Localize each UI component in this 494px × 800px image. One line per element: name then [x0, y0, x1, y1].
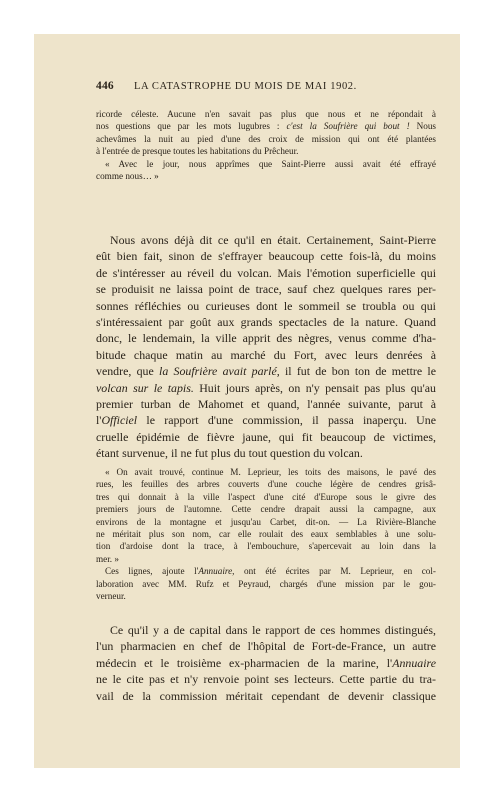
text-line: laboration avec MM. Rufz et Peyraud, chargés d'une mission par le gou- — [96, 578, 436, 589]
text-line: l'Officiel le rapport d'une commission, il passa inaperçu. Une — [96, 413, 436, 428]
text-line: environs de la montagne et jusqu'au Carbet, dit-on. — La Rivière-Blanche — [96, 516, 436, 527]
text-line: sonnes réfléchies ou curieuses dont le sommeil se troubla ou qui — [96, 298, 436, 313]
text-line: à l'entrée de presque toutes les habitations du Prêcheur. — [96, 146, 299, 157]
text-line: premier turban de Mahomet et quand, l'année suivante, parut à — [96, 397, 436, 412]
text-line: comme nous… » — [96, 171, 159, 182]
quote-continuation — [96, 108, 436, 182]
text-line: rues, les feuilles des arbres couverts d'une couche légère de cendres grisâ- — [96, 479, 436, 490]
body-paragraph — [96, 232, 436, 462]
book-page — [34, 34, 460, 768]
text-line: eût bien fait, sinon de s'effrayer beaucoup cette fois-là, du moins — [96, 249, 436, 264]
text-line: tion d'ardoise dont la trace, à l'embouchure, s'apercevait au loin dans la — [96, 541, 436, 552]
text-line: bitude chaque matin au marché du Fort, avec leurs denrées à — [96, 347, 436, 362]
quote-block — [96, 466, 436, 602]
text-line: « On avait trouvé, continue M. Leprieur, les toits des maisons, le pavé des — [105, 467, 436, 477]
text-line: médecin et le troisième ex-pharmacien de la marine, l'Annuaire — [96, 655, 436, 670]
text-line: Nous avons déjà dit ce qu'il en était. Certainement, Saint-Pierre — [110, 233, 436, 247]
text-line: Ce qu'il y a de capital dans le rapport de ces hommes distingués, — [110, 623, 436, 637]
text-line: ricorde céleste. Aucune n'en savait pas plus que nous et ne répondait à — [96, 109, 436, 119]
text-line: premiers jours de l'automne. Cette cendre drapait aussi la campagne, aux — [96, 504, 436, 515]
text-line: de s'intéresser au réveil du volcan. Mais l'émotion superficielle qui — [96, 265, 436, 280]
text-line: nos questions que par les mots lugubres : c'est la Soufrière qui bout ! Nous — [96, 121, 436, 132]
text-line: vendre, que la Soufrière avait parlé, il fut de bon ton de mettre le — [96, 364, 437, 379]
body-paragraph — [96, 622, 436, 704]
page-number: 446 — [96, 80, 114, 92]
text-line: « Avec le jour, nous apprîmes que Saint-Pierre aussi avait été effrayé — [105, 158, 436, 169]
running-title: LA CATASTROPHE DU MOIS DE MAI 1902. — [134, 81, 357, 92]
text-line: vail de la commission méritait cependant de devenir classique — [96, 688, 436, 703]
text-line: cruelle épidémie de fièvre jaune, qui fit beaucoup de victimes, — [96, 429, 436, 444]
text-line: volcan sur le tapis. Huit jours après, on n'y pensait pas plus qu'au — [96, 380, 436, 395]
text-line: se produisit ne laissa point de trace, sauf chez quelques rares per- — [96, 282, 436, 297]
text-line: ne méritait plus son nom, car elle roulait des eaux semblables à une solu- — [96, 529, 436, 540]
text-line: l'un pharmacien en chef de l'hôpital de Fort-de-France, un autre — [96, 639, 436, 654]
text-line: verneur. — [96, 591, 126, 602]
text-line: mer. » — [96, 553, 119, 564]
text-line: étant survenue, il ne fut plus du tout question du volcan. — [96, 446, 363, 461]
text-line: ne le cite pas et n'y renvoie point ses lecteurs. Cette partie du tra- — [96, 672, 436, 687]
text-line: donc, le lendemain, la ville apprit des nègres, venus comme d'ha- — [96, 331, 436, 346]
text-line: tres qui donnait à la ville l'aspect d'une cité d'Europe sous le givre des — [96, 491, 436, 502]
text-line: Ces lignes, ajoute l'Annuaire, ont été écrites par M. Leprieur, en col- — [105, 566, 436, 577]
text-line: achevâmes la nuit au pied d'une des croix de mission qui ont été plantées — [96, 133, 436, 144]
text-line: s'intéressaient par goût aux grands spectacles de la nature. Quand — [96, 315, 436, 330]
